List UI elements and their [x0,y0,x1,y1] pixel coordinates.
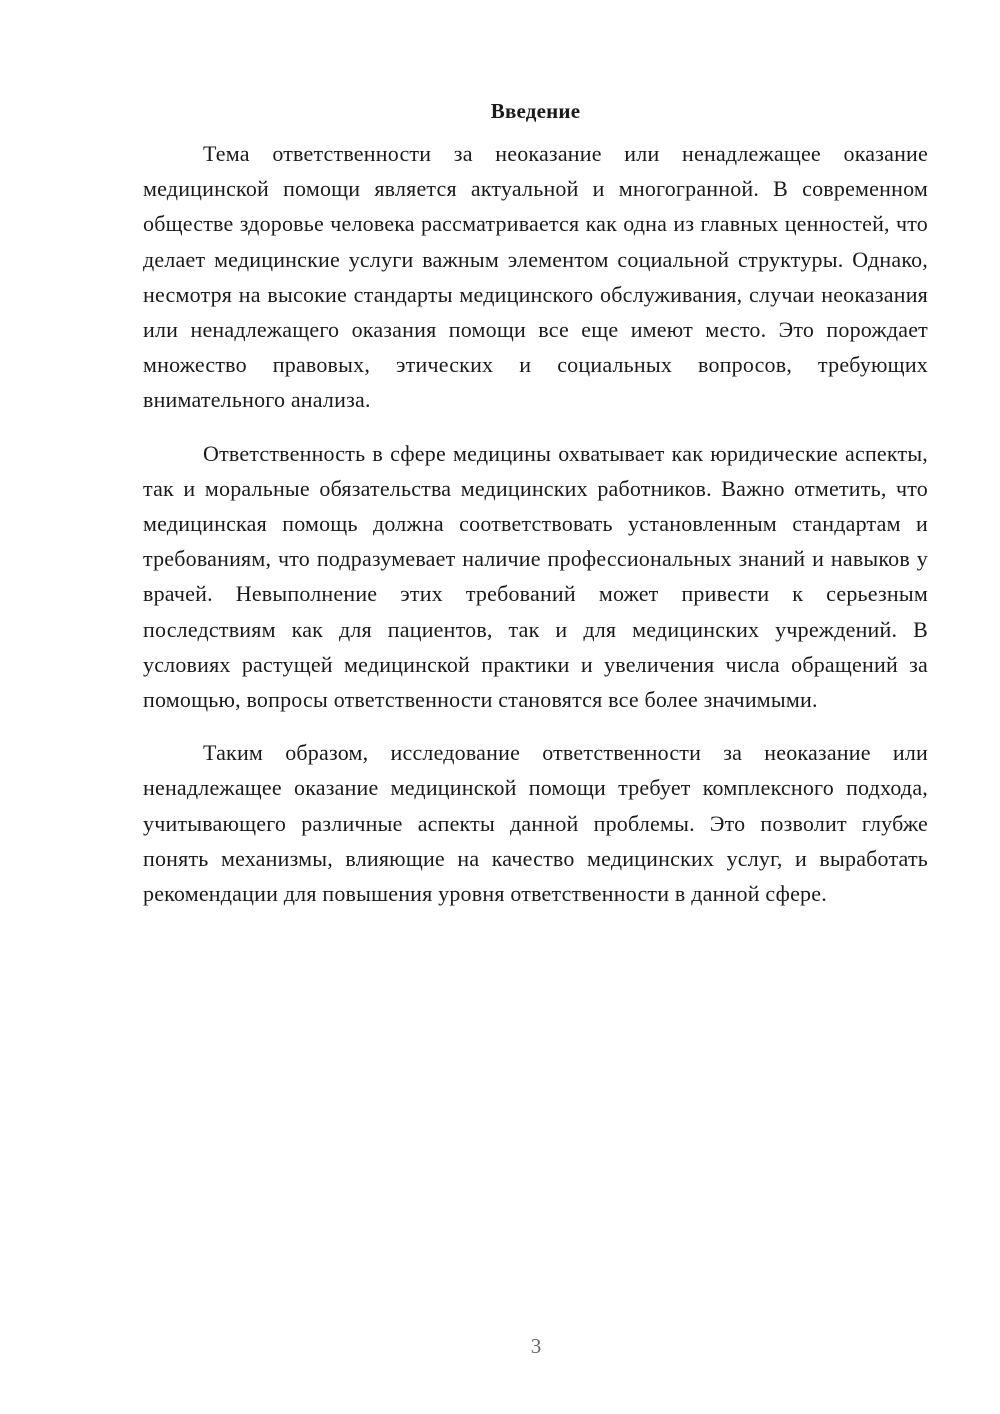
page-content [143,96,928,929]
paragraph-1: Тема ответственности за неоказание или ненадлежащее оказание медицинской помощи является актуальной и многогранной. В современном обществе здоровье человека рассматривается как одна из главных ценностей, что делает медицинские услуги важным элементом социальной структуры. Однако, несмотря на высокие стандарты медицинского обслуживания, случаи неоказания или ненадлежащего оказания помощи все еще имеют место. Это порождает множество правовых, этических и социальных вопросов, требующих внимательного анализа. [143,141,928,413]
paragraph-2: Ответственность в сфере медицины охватывает как юридические аспекты, так и моральные обязательства медицинских работников. Важно отметить, что медицинская помощь должна соответствовать установленным стандартам и требованиям, что подразумевает наличие профессиональных знаний и навыков у врачей. Невыполнение этих требований может привести к серьезным последствиям как для пациентов, так и для медицинских учреждений. В условиях растущей медицинской практики и увеличения числа обращений за помощью, вопросы ответственности становятся все более значимыми. [143,440,928,713]
page-number: 3 [530,1334,542,1358]
paragraph-3: Таким образом, исследование ответственности за неоказание или ненадлежащее оказание медицинской помощи требует комплексного подхода, учитывающего различные аспекты данной проблемы. Это позволит глубже понять механизмы, влияющие на качество медицинских услуг, и выработать рекомендации для повышения уровня ответственности в данной сфере. [143,740,928,907]
section-heading: Введение [490,99,581,123]
